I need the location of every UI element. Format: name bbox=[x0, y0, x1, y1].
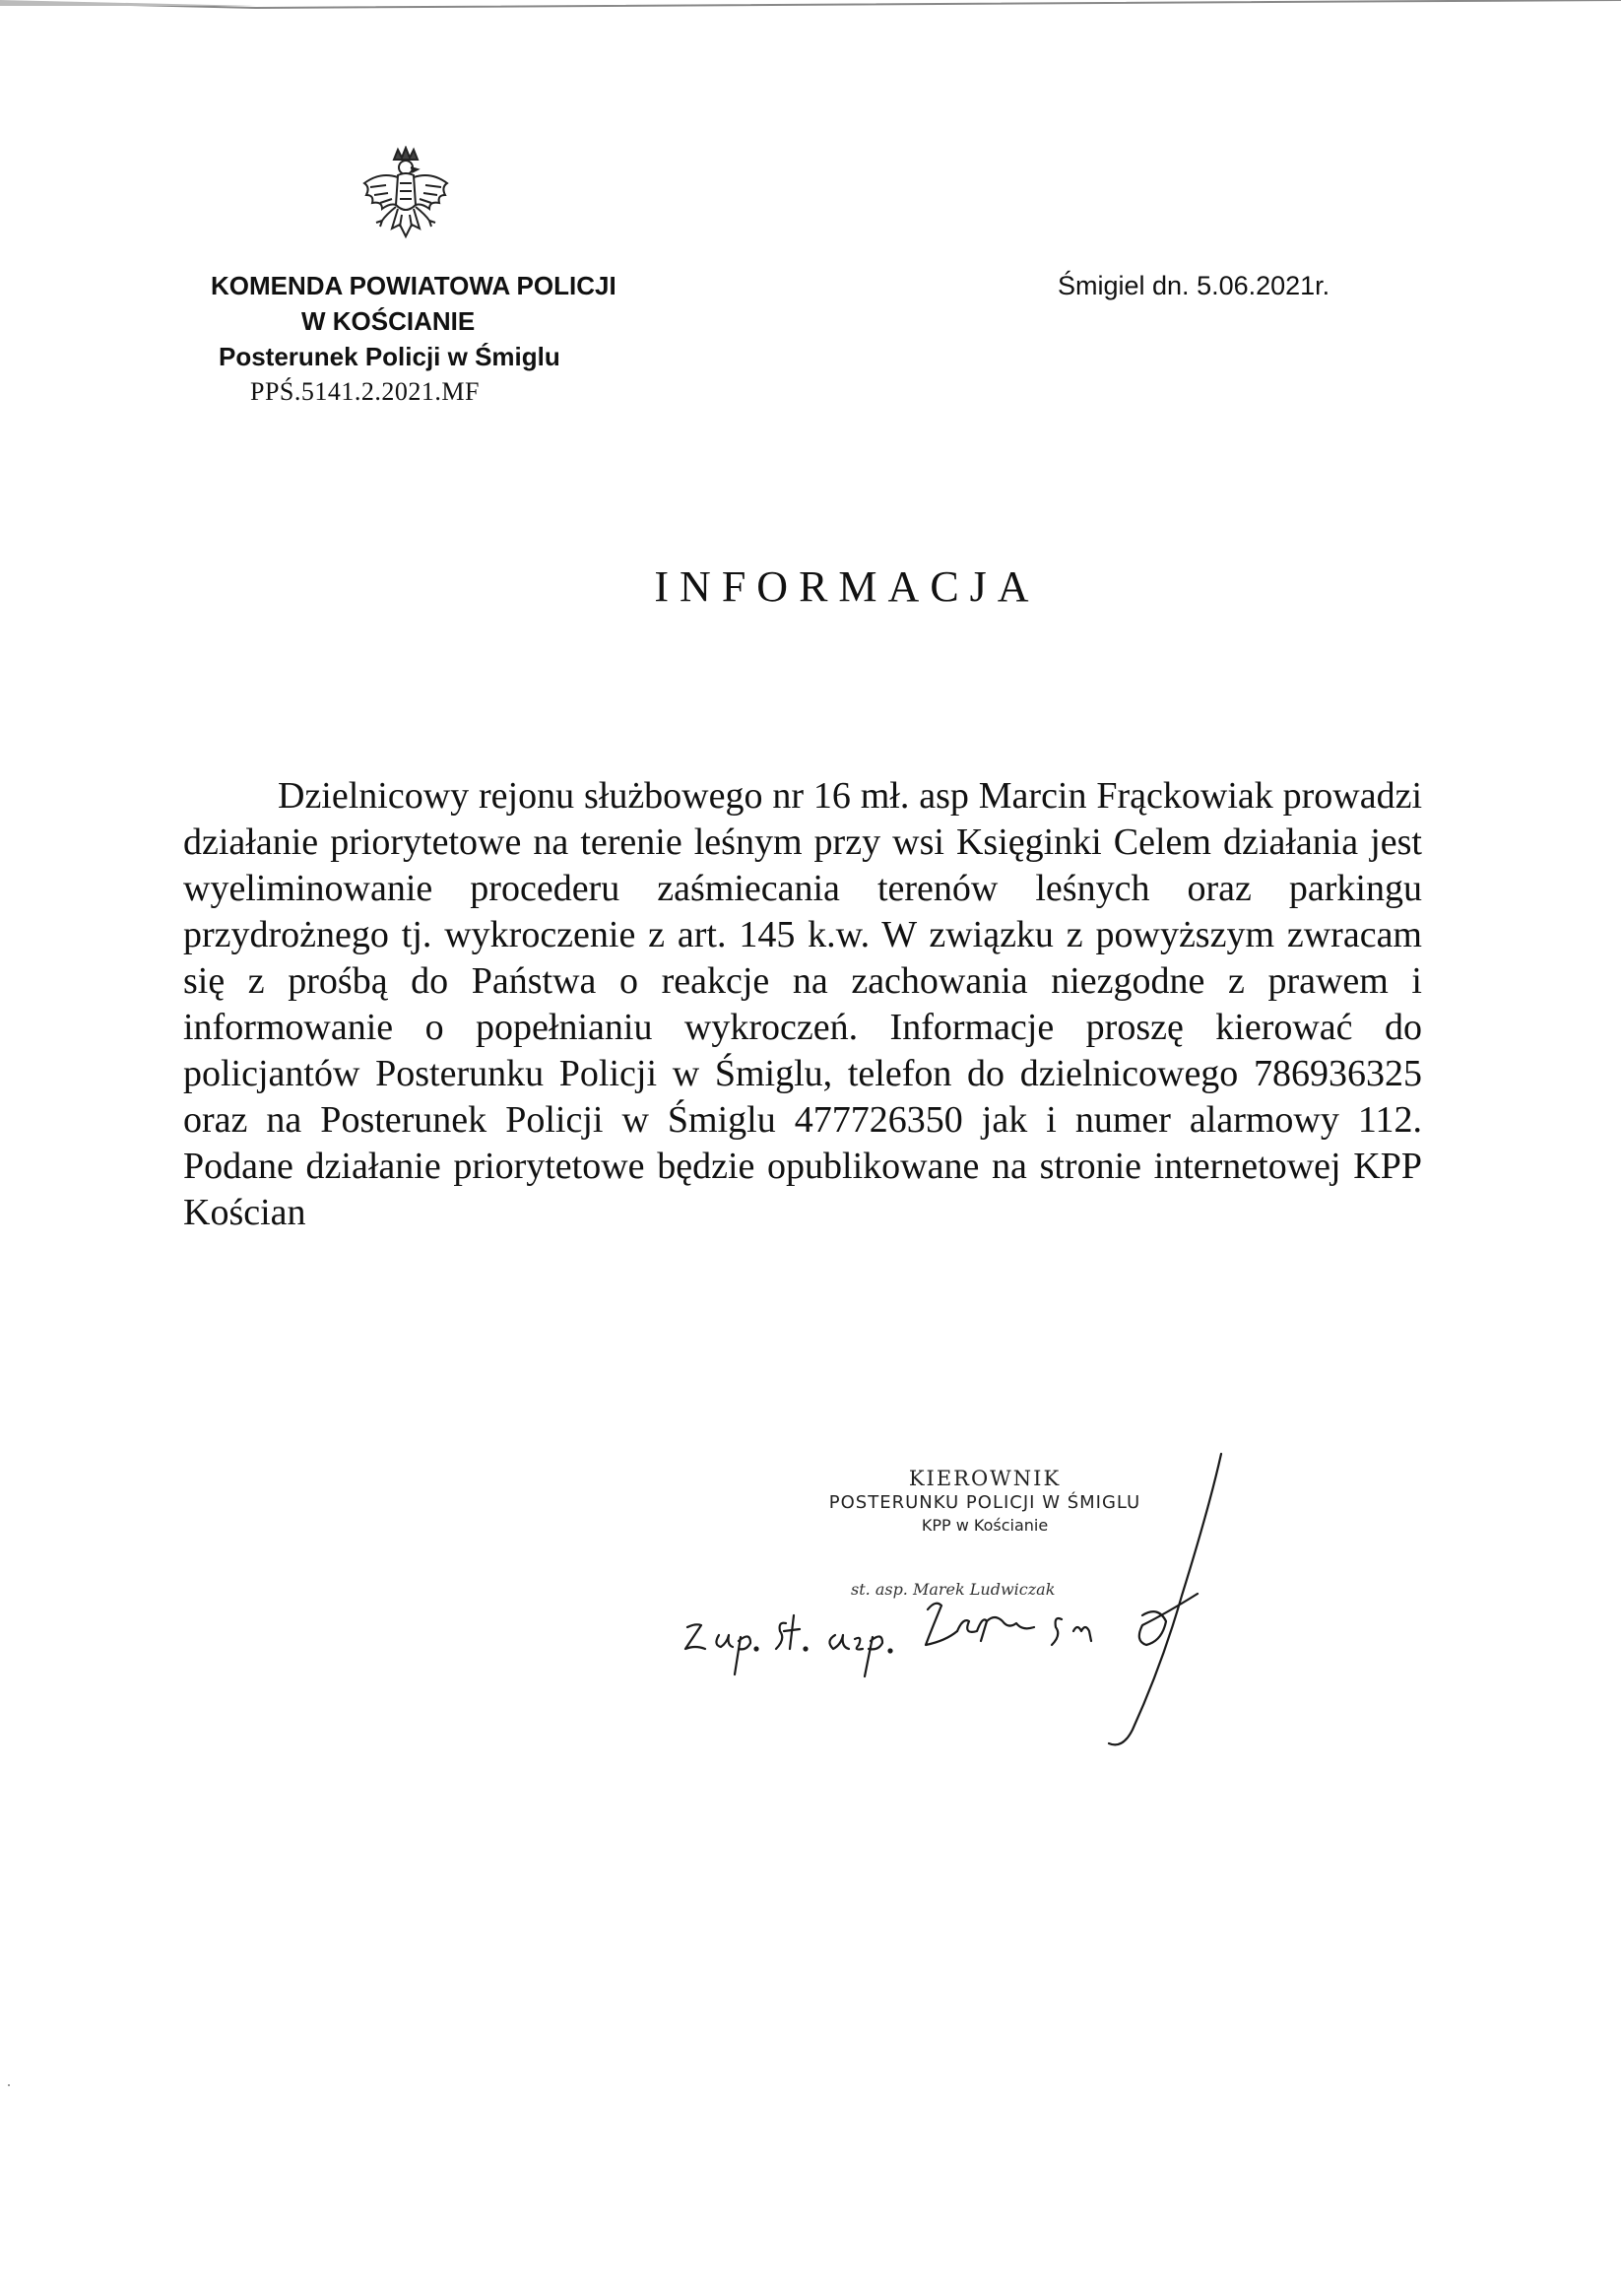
issuer-header bbox=[148, 268, 699, 410]
reference-number: PPŚ.5141.2.2021.MF bbox=[250, 377, 480, 406]
stamp-role: KIEROWNIK bbox=[908, 1467, 1062, 1490]
header-city: W KOŚCIANIE bbox=[301, 306, 476, 336]
scan-artifact bbox=[8, 2084, 10, 2086]
body-paragraph: Dzielnicowy rejonu służbowego nr 16 mł. asp Marcin Frąckowiak prowadzi działanie priorytetowe na terenie leśnym przy wsi Księginki Celem działania jest wyeliminowanie procederu zaśmiecania terenów leśnych oraz parkingu przydrożnego tj. wykroczenie z art. 145 k.w. W związku z powyższym zwracam się z prośbą do Państwa o reakcje na zachowania niezgodne z prawem i informowanie o popełnianiu wykroczeń. Informacje proszę kierować do policjantów Posterunku Policji w Śmiglu, telefon do dzielnicowego 786936325 oraz na Posterunek Policji w Śmiglu 477726350 jak i numer alarmowy 112. Podane działanie priorytetowe będzie opublikowane na stronie internetowej KPP Kościan bbox=[183, 775, 1422, 1233]
header-station: Posterunek Policji w Śmiglu bbox=[219, 342, 560, 371]
document-title: INFORMACJA bbox=[654, 562, 1040, 611]
stamp-officer-name: st. asp. Marek Ludwiczak bbox=[851, 1580, 1056, 1599]
polish-eagle-emblem-icon bbox=[357, 146, 455, 248]
header-organization: KOMENDA POWIATOWA POLICJI bbox=[211, 271, 616, 300]
document-date: Śmigiel dn. 5.06.2021r. bbox=[1058, 271, 1330, 300]
stamp-unit: KPP w Kościanie bbox=[921, 1516, 1049, 1535]
handwritten-signature bbox=[670, 1448, 1379, 1763]
scan-edge-shadow bbox=[0, 0, 1621, 16]
stamp-station: POSTERUNKU POLICJI W ŚMIGLU bbox=[828, 1492, 1141, 1513]
